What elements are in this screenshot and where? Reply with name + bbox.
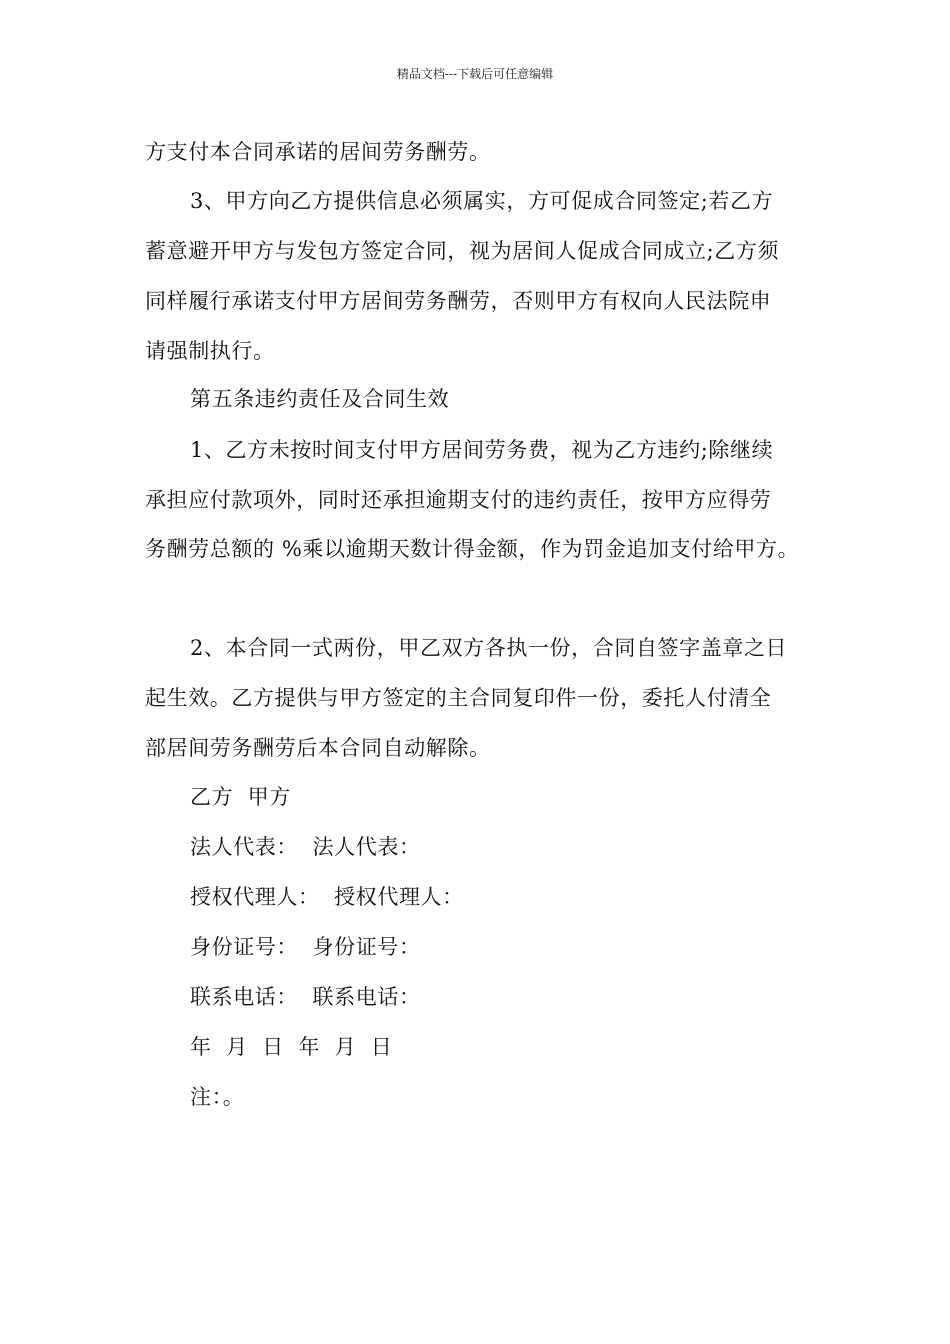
paragraph-clause-3-line-4: 请强制执行。 — [145, 339, 275, 363]
paragraph-breach-line-1: 1、乙方未按时间支付甲方居间劳务费，视为乙方违约;除继续 — [190, 438, 774, 462]
signature-authorized-agent: 授权代理人： 授权代理人： — [190, 885, 464, 909]
signature-phone: 联系电话： 联系电话： — [190, 985, 421, 1009]
section-heading: 第五条违约责任及合同生效 — [190, 387, 450, 411]
signature-date: 年 月 日 年 月 日 — [190, 1035, 393, 1059]
paragraph-effect-line-2: 起生效。乙方提供与甲方签定的主合同复印件一份，委托人付清全 — [145, 686, 772, 710]
paragraph-effect-line-3: 部居间劳务酬劳后本合同自动解除。 — [145, 736, 491, 760]
paragraph-clause-3-line-3: 同样履行承诺支付甲方居间劳务酬劳，否则甲方有权向人民法院申 — [145, 289, 772, 313]
paragraph-breach-line-3: 务酬劳总额的 %乘以逾期天数计得金额，作为罚金追加支付给甲方。 — [145, 537, 800, 561]
paragraph-clause-3-line-1: 3、甲方向乙方提供信息必须属实，方可促成合同签定;若乙方 — [190, 189, 774, 213]
text-line: 方支付本合同承诺的居间劳务酬劳。 — [145, 140, 491, 164]
paragraph-clause-3-line-2: 蓄意避开甲方与发包方签定合同，视为居间人促成合同成立;乙方须 — [145, 239, 780, 263]
signature-legal-representative: 法人代表： 法人代表： — [190, 835, 421, 859]
note-line: 注：。 — [190, 1085, 245, 1109]
signature-id-number: 身份证号： 身份证号： — [190, 935, 421, 959]
signature-parties: 乙方 甲方 — [190, 785, 291, 809]
paragraph-breach-line-2: 承担应付款项外，同时还承担逾期支付的违约责任，按甲方应得劳 — [145, 488, 772, 512]
paragraph-effect-line-1: 2、本合同一式两份，甲乙双方各执一份，合同自签字盖章之日 — [190, 636, 788, 660]
page-header: 精品文档---下载后可任意编辑 — [396, 67, 554, 81]
